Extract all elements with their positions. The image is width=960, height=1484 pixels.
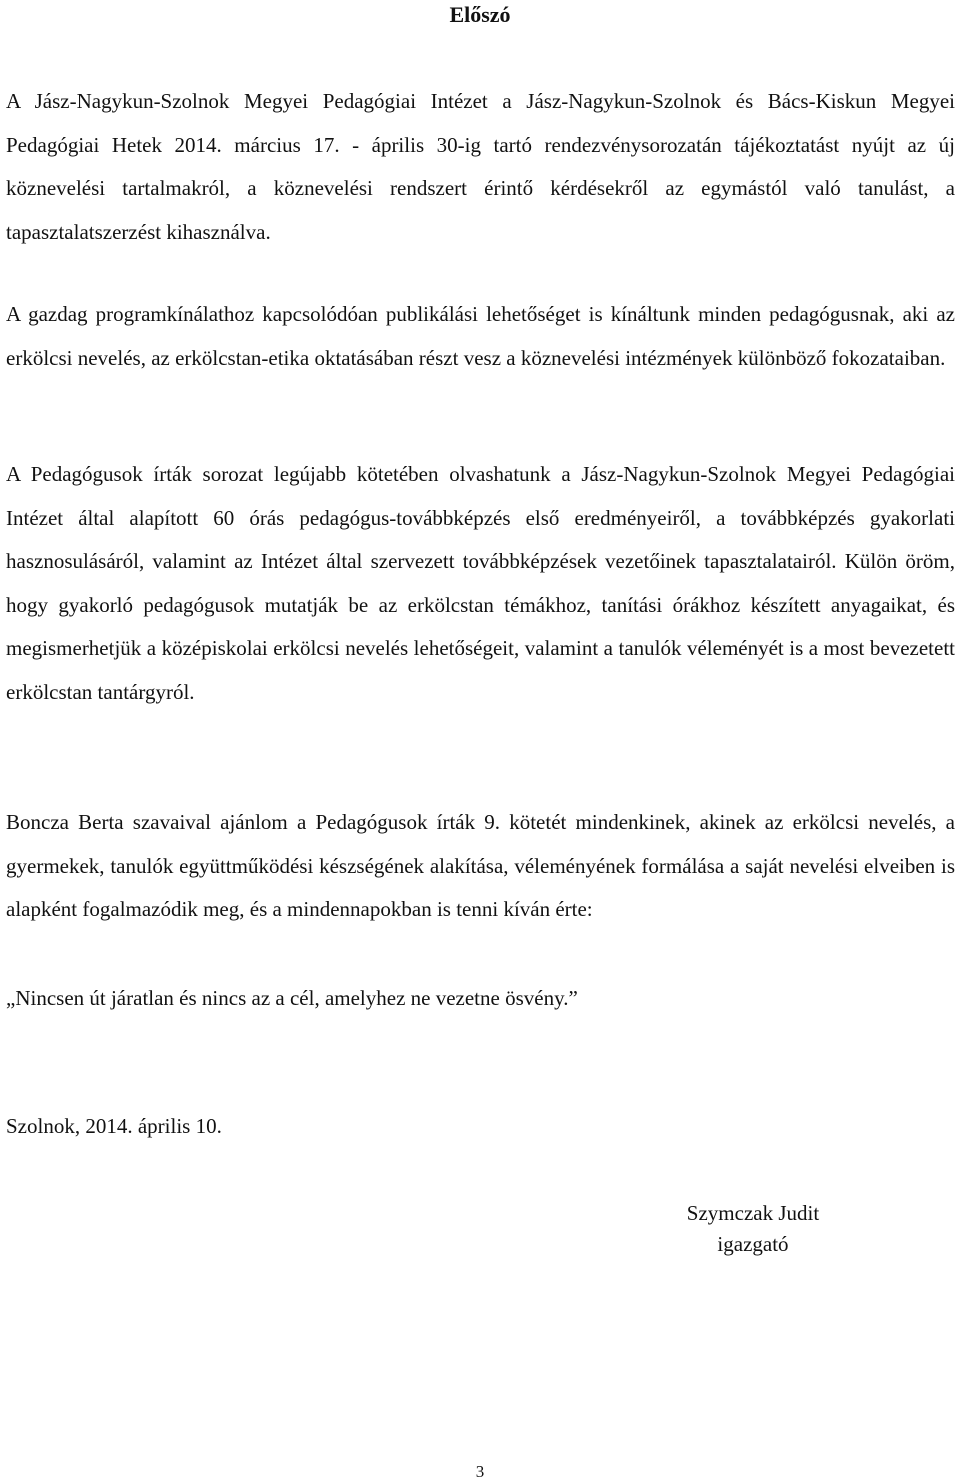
signature-role: igazgató (717, 1232, 789, 1256)
quote: „Nincsen út járatlan és nincs az a cél, amelyhez ne vezetne ösvény.” (6, 986, 578, 1010)
paragraph-volume: A Pedagógusok írták sorozat legújabb kötetében olvashatunk a Jász-Nagykun-Szolnok Megyei Pedagógiai Intézet által alapított 60 órás pedagógus-továbbképzés első eredményeiről, a továbbképzés gyakorlati hasznosulásáról, valamint az Intézet által szervezett továbbképzések vezetőinek tapasztalatairól. Külön öröm, hogy gyakorló pedagógusok mutatják be az erkölcstan témákhoz, tanítási órákhoz készített anyagaikat, és megismerhetjük a középiskolai erkölcsi nevelés lehetőségeit, valamint a tanulók véleményét is a most bevezetett erkölcstan tantárgyról. (6, 462, 955, 704)
page-number: 3 (475, 1462, 485, 1481)
signature-name: Szymczak Judit (686, 1201, 820, 1225)
paragraph-intro: A Jász-Nagykun-Szolnok Megyei Pedagógiai Intézet a Jász-Nagykun-Szolnok és Bács-Kiskun Megyei Pedagógiai Hetek 2014. március 17. - április 30-ig tartó rendezvénysorozatán tájékoztatást nyújt az új köznevelési tartalmakról, a köznevelési rendszert érintő kérdésekről az egymástól való tanulást, a tapasztalatszerzést kihasználva. (6, 89, 955, 244)
page-title: Előszó (449, 2, 511, 27)
dateline: Szolnok, 2014. április 10. (6, 1114, 222, 1138)
signature-block (658, 1198, 848, 1260)
paragraph-publication: A gazdag programkínálathoz kapcsolódóan publikálási lehetőséget is kínáltunk minden pedagógusnak, aki az erkölcsi nevelés, az erkölcstan-etika oktatásában részt vesz a köznevelési intézmények különböző fokozataiban. (6, 302, 955, 370)
paragraph-recommendation: Boncza Berta szavaival ajánlom a Pedagógusok írták 9. kötetét mindenkinek, akinek az erkölcsi nevelés, a gyermekek, tanulók együttműködési készségének alakítása, véleményének formálása a saját nevelési elveiben is alapként fogalmazódik meg, és a mindennapokban is tenni kíván érte: (6, 810, 955, 922)
